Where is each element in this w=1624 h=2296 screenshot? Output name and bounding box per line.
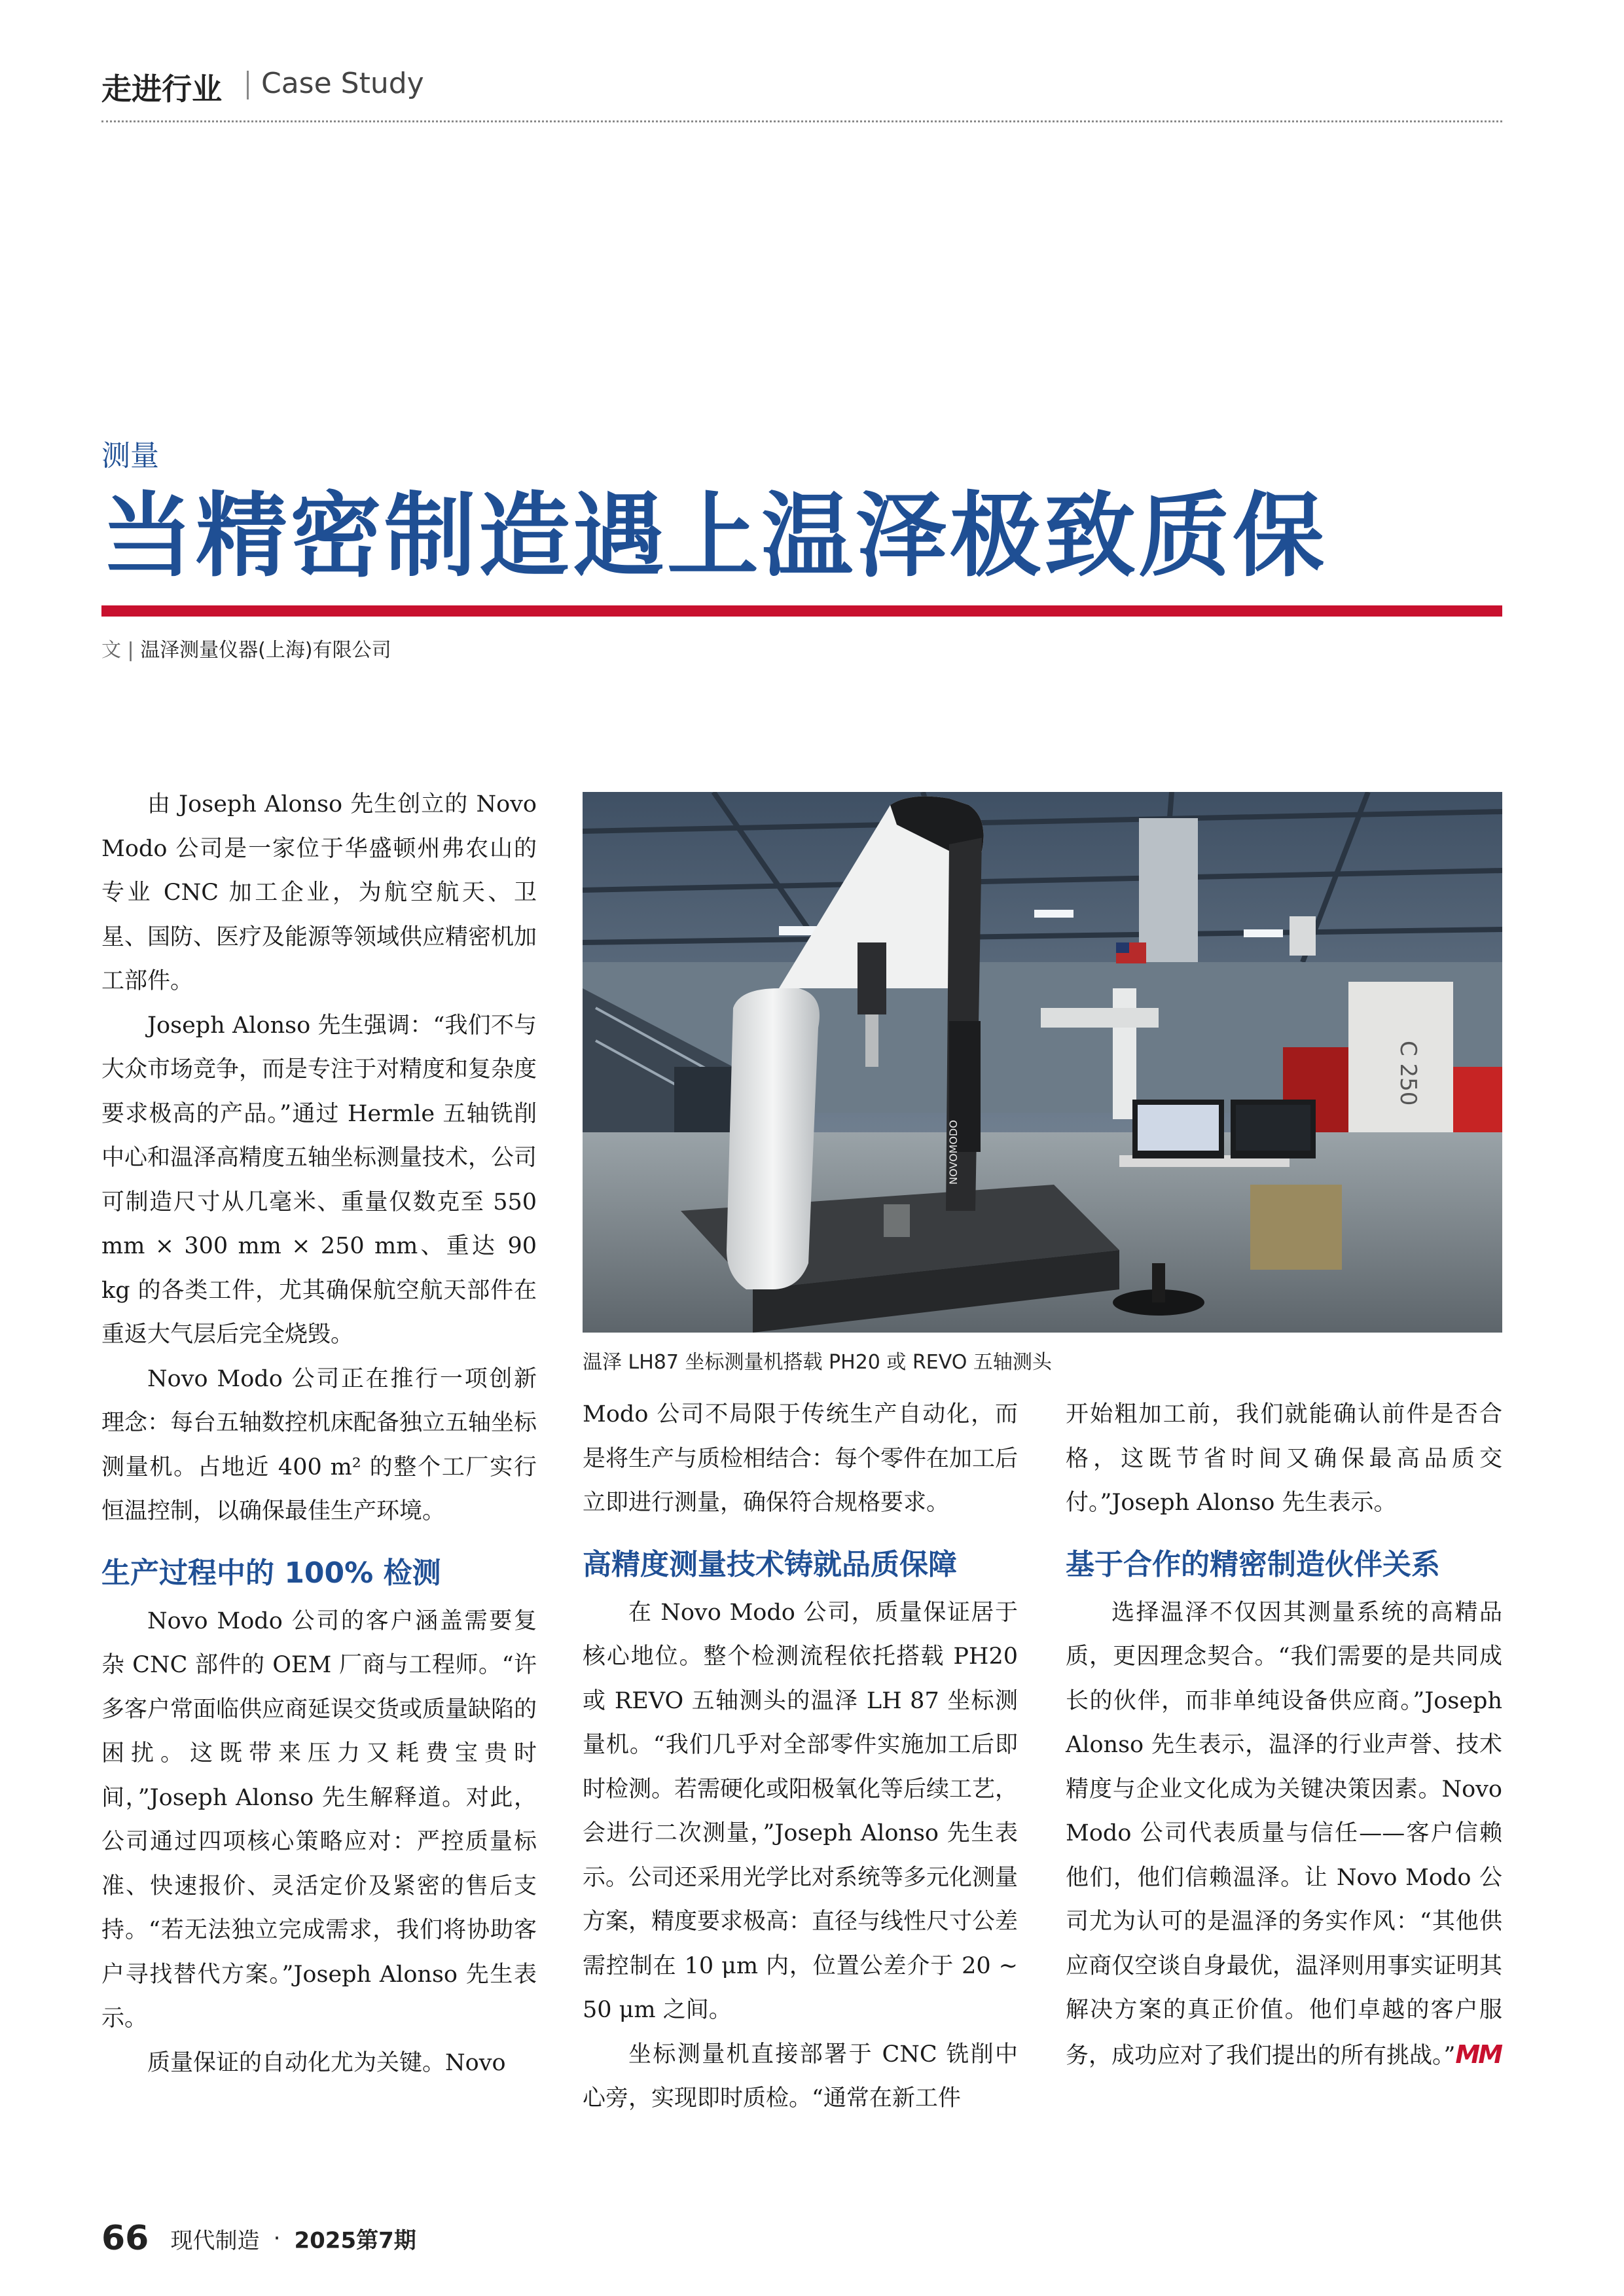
paragraph: 在 Novo Modo 公司，质量保证居于核心地位。整个检测流程依托搭载 PH20 或 REVO 五轴测头的温泽 LH 87 坐标测量机。“我们几乎对全部零件实施加工后即时检测。若需硬化或阳极氧化等后续工艺，会进行二次测量，”Joseph Alonso 先生表示。公司还采用光学比对系统等多元化测量方案，精度要求极高：直径与线性尺寸公差需控制在 10 μm 内，位置公差介于 20 ~ 50 μm 之间。 xyxy=(583,1599,1019,2023)
paragraph xyxy=(1066,1591,1502,2079)
paragraph: 坐标测量机直接部署于 CNC 铣削中心旁，实现即时质检。“通常在新工件 xyxy=(583,2041,1018,2111)
paragraph: 质量保证的自动化尤为关键。Novo xyxy=(147,2049,506,2076)
issue-number: 2025第7期 xyxy=(294,2227,416,2254)
article-title: 当精密制造遇上温泽极致质保 xyxy=(101,483,1327,590)
end-mark-logo: MM xyxy=(1455,2039,1502,2069)
paragraph: 开始粗加工前，我们就能确认前件是否合格，这既节省时间又确保最高品质交付。”Joseph Alonso 先生表示。 xyxy=(1066,1401,1502,1516)
machine-model-label: C 250 xyxy=(1395,1041,1421,1106)
section-subtitle: Case Study xyxy=(261,67,424,100)
section-heading: 基于合作的精密制造伙伴关系 xyxy=(1066,1547,1440,1581)
text-column-3 xyxy=(1066,1393,1502,2078)
footer-separator: · xyxy=(273,2225,281,2251)
article-kicker: 测量 xyxy=(101,439,159,473)
byline-author: 温泽测量仪器(上海)有限公司 xyxy=(140,639,391,662)
byline-label: 文 xyxy=(101,639,121,662)
page-footer xyxy=(101,2219,416,2258)
text-column-1 xyxy=(101,783,537,2085)
running-header xyxy=(101,65,1502,122)
paragraph-text: 选择温泽不仅因其测量系统的高精品质，更因理念契合。“我们需要的是共同成长的伙伴，而非单纯设备供应商。”Joseph Alonso 先生表示，温泽的行业声誉、技术精度与企业文化成为关键决策因素。Novo Modo 公司代表质量与信任——客户信赖他们，他们信赖温泽。让 Novo Modo 公司尤为认可的是温泽的务实作风：“其他供应商仅空谈自身最优，温泽则用事实证明其解决方案的真正价值。他们卓越的客户服务，成功应对了我们提出的所有挑战。” xyxy=(1066,1599,1502,2069)
magazine-name: 现代制造 xyxy=(170,2227,260,2254)
paragraph: Novo Modo 公司正在推行一项创新理念：每台五轴数控机床配备独立五轴坐标测量机。占地近 400 m² 的整个工厂实行恒温控制，以确保最佳生产环境。 xyxy=(101,1365,537,1524)
figure-caption: 温泽 LH87 坐标测量机搭载 PH20 或 REVO 五轴测头 xyxy=(583,1351,1052,1374)
page-number: 66 xyxy=(101,2219,149,2258)
paragraph: Joseph Alonso 先生强调：“我们不与大众市场竞争，而是专注于对精度和复杂度要求极高的产品。”通过 Hermle 五轴铣削中心和温泽高精度五轴坐标测量技术，公司可制造尺寸从几毫米、重量仅数克至 550 mm × 300 mm × 250 mm、重达 90 kg 的各类工件，尤其确保航空航天部件在重返大气层后完全烧毁。 xyxy=(101,1012,537,1348)
section-name: 走进行业 xyxy=(101,71,222,107)
byline: 文 | 温泽测量仪器(上海)有限公司 xyxy=(101,639,391,662)
title-rule xyxy=(101,605,1502,617)
section-heading: 生产过程中的 100% 检测 xyxy=(101,1556,441,1590)
paragraph: 由 Joseph Alonso 先生创立的 Novo Modo 公司是一家位于华盛顿州弗农山的专业 CNC 加工企业，为航空航天、卫星、国防、医疗及能源等领域供应精密机加工部件。 xyxy=(101,791,537,994)
header-divider xyxy=(247,71,249,99)
section-heading: 高精度测量技术铸就品质保障 xyxy=(583,1547,957,1581)
article-photo xyxy=(583,792,1502,1333)
machine-brand-label: NOVOMODO xyxy=(947,1120,960,1185)
paragraph: Modo 公司不局限于传统生产自动化，而是将生产与质检相结合：每个零件在加工后立即进行测量，确保符合规格要求。 xyxy=(583,1401,1019,1516)
text-column-2 xyxy=(583,1393,1018,2121)
paragraph: Novo Modo 公司的客户涵盖需要复杂 CNC 部件的 OEM 厂商与工程师。“许多客户常面临供应商延误交货或质量缺陷的困扰。这既带来压力又耗费宝贵时间，”Joseph Alonso 先生解释道。对此，公司通过四项核心策略应对：严控质量标准、快速报价、灵活定价及紧密的售后支持。“若无法独立完成需求，我们将协助客户寻找替代方案。”Joseph Alonso 先生表示。 xyxy=(101,1607,537,2032)
cmm-workshop-photo xyxy=(583,792,1502,1333)
